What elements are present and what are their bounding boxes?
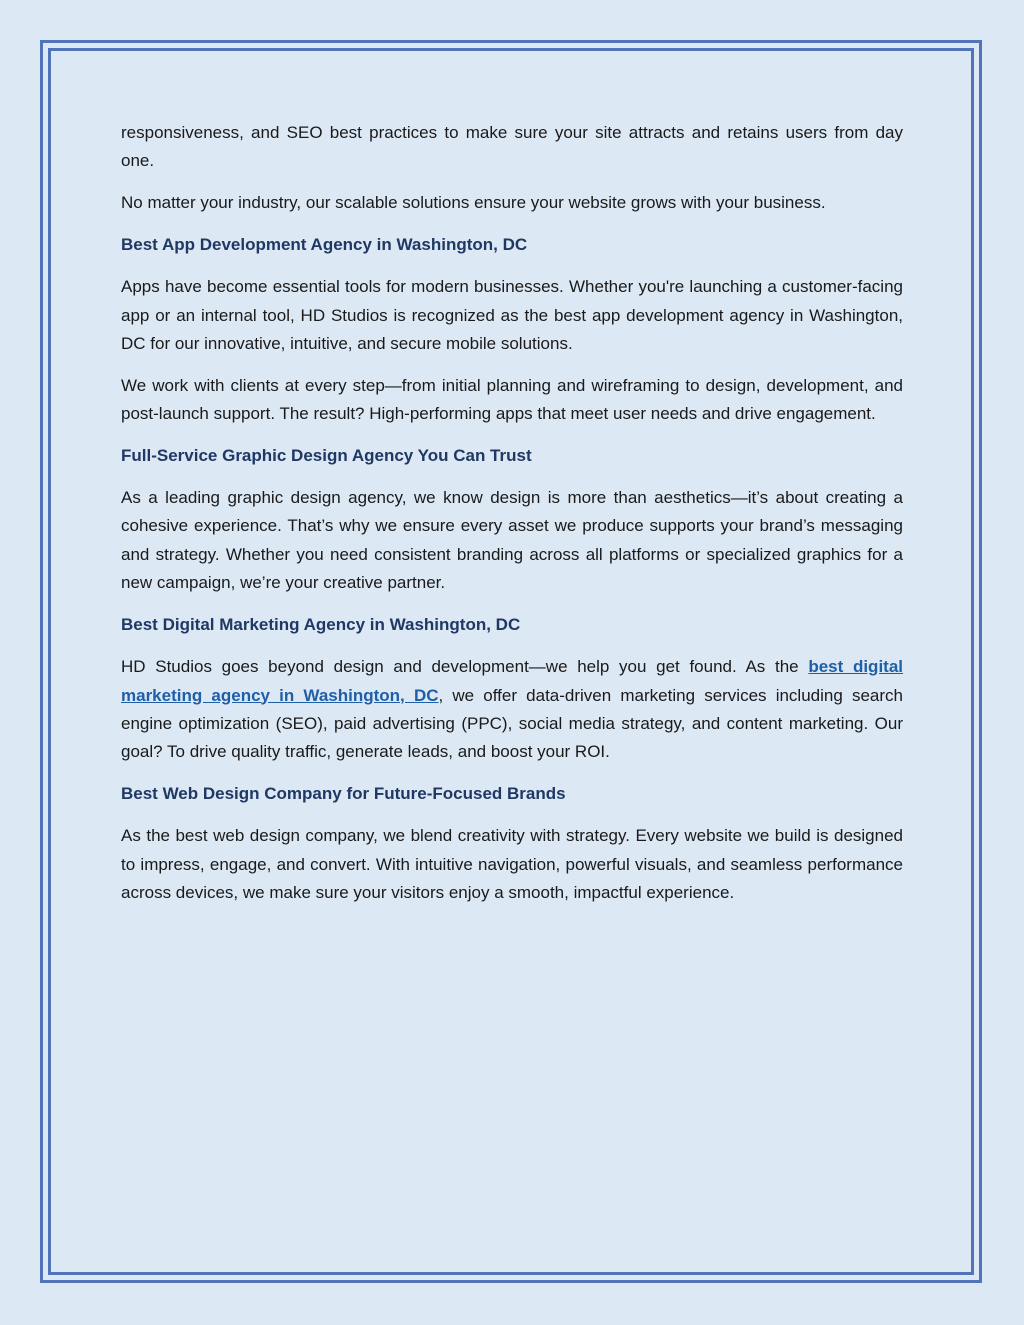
paragraph-graphic-design: As a leading graphic design agency, we know design is more than aesthetics—it’s about creating a cohesive experience. That’s why we ensure every asset we produce supports your brand’s messaging and strategy. Whether you need consistent branding across all platforms or specialized graphics for a new campaign, we’re your creative partner. — [121, 488, 903, 593]
paragraph-digital-marketing — [121, 653, 903, 767]
heading-web-design: Best Web Design Company for Future-Focused Brands — [121, 784, 566, 804]
paragraph-scalable-solutions: No matter your industry, our scalable solutions ensure your website grows with your business. — [121, 193, 826, 213]
paragraph-apps-essential: Apps have become essential tools for modern businesses. Whether you're launching a customer-facing app or an internal tool, HD Studios is recognized as the best app development agency in Washington, DC for our innovative, intuitive, and secure mobile solutions. — [121, 277, 903, 353]
document-body — [121, 119, 903, 921]
heading-app-development: Best App Development Agency in Washington, DC — [121, 235, 528, 255]
marketing-text-after: , we offer data-driven marketing services including search engine optimization (SEO), paid advertising (PPC), social media strategy, and content marketing. Our goal? To drive quality traffic, generate leads, and boost your ROI. — [121, 685, 903, 762]
paragraph-work-with-clients: We work with clients at every step—from initial planning and wireframing to design, development, and post-launch support. The result? High-performing apps that meet user needs and drive engagement. — [121, 375, 903, 424]
digital-marketing-link[interactable]: best digital marketing agency in Washington, DC — [121, 657, 904, 705]
paragraph-intro-continued: responsiveness, and SEO best practices to make sure your site attracts and retains users from day one. — [121, 123, 903, 171]
paragraph-web-design: As the best web design company, we blend creativity with strategy. Every website we build is designed to impress, engage, and convert. With intuitive navigation, powerful visuals, and seamless performance across devices, we make sure your visitors enjoy a smooth, impactful experience. — [121, 826, 903, 902]
marketing-text-before: HD Studios goes beyond design and development—we help you get found. As the — [121, 657, 809, 677]
heading-graphic-design: Full-Service Graphic Design Agency You Can Trust — [121, 446, 532, 466]
heading-digital-marketing: Best Digital Marketing Agency in Washington, DC — [121, 615, 521, 635]
